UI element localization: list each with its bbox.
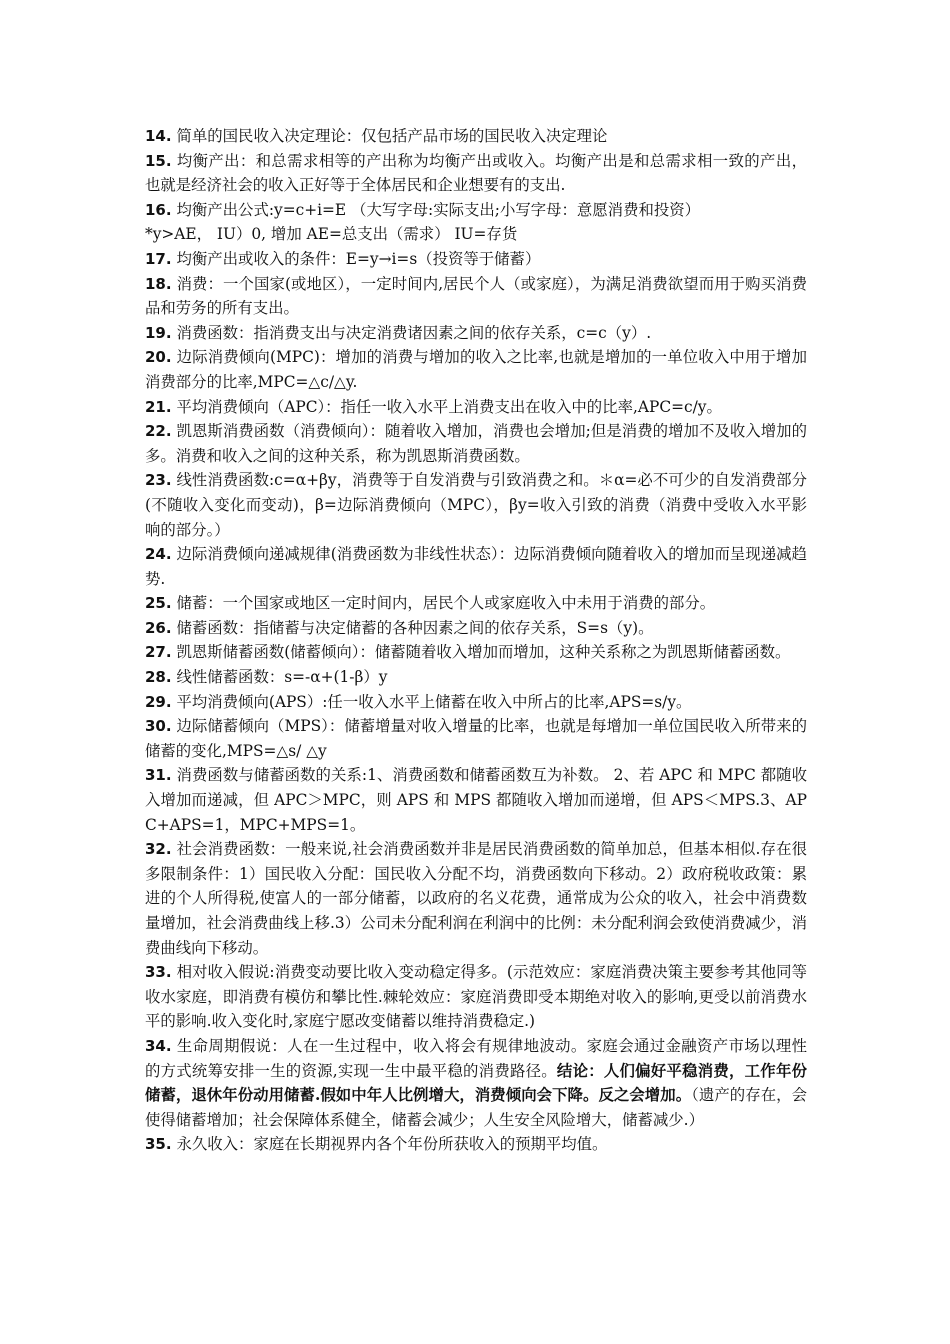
item-26	[145, 616, 807, 641]
item-17	[145, 247, 807, 272]
item-number: 24.	[145, 545, 172, 564]
item-number: 16.	[145, 200, 172, 219]
item-29	[145, 690, 807, 715]
item-22	[145, 419, 807, 468]
item-number: 25.	[145, 594, 172, 613]
item-text: 消费函数与储蓄函数的关系:1、消费函数和储蓄函数互为补数。 2、若 APC 和 MPC 都随收入增加而递减，但 APC＞MPC，则 APS 和 MPS 都随收入增加而递增，但 APS＜MPS.3、APC+APS=1，MPC+MPS=1。	[145, 766, 807, 834]
item-number: 22.	[145, 422, 172, 441]
item-number: 29.	[145, 692, 172, 711]
item-30	[145, 714, 807, 763]
item-text: 平均消费倾向(APS）:任一收入水平上储蓄在收入中所占的比率,APS=s/y。	[176, 692, 692, 711]
item-33	[145, 960, 807, 1034]
item-18	[145, 272, 807, 321]
item-number: 21.	[145, 397, 172, 416]
item-number: 23.	[145, 471, 172, 490]
item-number: 28.	[145, 668, 172, 687]
item-text: 均衡产出或收入的条件：E=y→i=s（投资等于储蓄）	[176, 249, 541, 268]
item-number: 32.	[145, 840, 172, 859]
item-text: 储蓄：一个国家或地区一定时间内，居民个人或家庭收入中未用于消费的部分。	[176, 594, 716, 613]
item-text: 相对收入假说:消费变动要比收入变动稳定得多。(示范效应：家庭消费决策主要参考其他同等收水家庭，即消费有模仿和攀比性.棘轮效应：家庭消费即受本期绝对收入的影响,更受以前消费水平的影响.收入变化时,家庭宁愿改变储蓄以维持消费稳定.)	[145, 963, 807, 1031]
item-28	[145, 665, 807, 690]
item-14	[145, 124, 807, 149]
item-text: 平均消费倾向（APC）：指任一收入水平上消费支出在收入中的比率,APC=c/y。	[176, 397, 722, 416]
item-21	[145, 395, 807, 420]
item-number: 34.	[145, 1036, 172, 1055]
document-body	[145, 124, 807, 1157]
item-20	[145, 345, 807, 394]
item-16	[145, 198, 807, 223]
item-number: 17.	[145, 249, 172, 268]
item-text: 社会消费函数：一般来说,社会消费函数并非是居民消费函数的简单加总，但基本相似.存在很多限制条件：1）国民收入分配：国民收入分配不均，消费函数向下移动。2）政府税收政策：累进的个人所得税,使富人的一部分储蓄，以政府的名义花费，通常成为公众的收入，社会中消费数量增加，社会消费曲线上移.3）公司未分配利润在利润中的比例：未分配利润会致使消费减少，消费曲线向下移动。	[145, 840, 807, 957]
item-number: 31.	[145, 766, 172, 785]
item-text: 储蓄函数：指储蓄与决定储蓄的各种因素之间的依存关系，S=s（y)。	[176, 618, 654, 637]
item-text: 消费：一个国家(或地区），一定时间内,居民个人（或家庭），为满足消费欲望而用于购买消费品和劳务的所有支出。	[145, 274, 807, 318]
item-number: 18.	[145, 274, 172, 293]
item-32	[145, 837, 807, 960]
item-19	[145, 321, 807, 346]
item-34	[145, 1034, 807, 1132]
item-text-tail: （遗产的存在，会使得储蓄增加；社会保障体系健全，储蓄会减少；人生安全风险增大，储蓄减少.）	[145, 1086, 807, 1129]
item-text: 均衡产出公式:y=c+i=E （大写字母:实际支出;小写字母：意愿消费和投资）	[176, 200, 701, 219]
item-text: 生命周期假说：人在一生过程中，收入将会有规律地波动。家庭会通过金融资产市场以理性的方式统筹安排一生的资源,实现一生中最平稳的消费路径。	[145, 1036, 807, 1080]
item-24	[145, 542, 807, 591]
item-number: 14.	[145, 127, 172, 145]
item-text: 消费函数：指消费支出与决定消费诸因素之间的依存关系，c=c（y）.	[176, 323, 652, 342]
item-text: 线性储蓄函数：s=-α+(1-β）y	[176, 668, 388, 687]
item-number: 15.	[145, 151, 172, 170]
item-25	[145, 591, 807, 616]
item-23	[145, 468, 807, 542]
item-text: 简单的国民收入决定理论：仅包括产品市场的国民收入决定理论	[176, 127, 608, 145]
item-31	[145, 763, 807, 837]
item-text: 边际消费倾向递减规律(消费函数为非线性状态）：边际消费倾向随着收入的增加而呈现递减趋势.	[145, 545, 807, 588]
item-text: 永久收入：家庭在长期视界内各个年份所获收入的预期平均值。	[176, 1135, 608, 1154]
item-number: 30.	[145, 717, 172, 736]
item-text: 线性消费函数:c=α+βy，消费等于自发消费与引致消费之和。＊α=必不可少的自发消费部分(不随收入变化而变动)，β=边际消费倾向（MPC），βy=收入引致的消费（消费中受收入水平影响的部分。）	[145, 471, 807, 539]
item-number: 26.	[145, 618, 172, 637]
item-16-note: *y>AE， IU）0, 增加 AE=总支出（需求） IU=存货	[145, 225, 518, 244]
item-number: 33.	[145, 963, 172, 982]
item-text: 边际储蓄倾向（MPS）：储蓄增量对收入增量的比率，也就是每增加一单位国民收入所带来的储蓄的变化,MPS=△s/ △y	[145, 717, 807, 760]
item-number: 19.	[145, 323, 172, 342]
item-27	[145, 640, 807, 665]
item-number: 27.	[145, 643, 172, 662]
item-text: 凯恩斯消费函数（消费倾向）：随着收入增加，消费也会增加;但是消费的增加不及收入增加的多。消费和收入之间的这种关系，称为凯恩斯消费函数。	[145, 422, 807, 465]
item-text: 边际消费倾向(MPC)：增加的消费与增加的收入之比率,也就是增加的一单位收入中用于增加消费部分的比率,MPC=△c/△y.	[145, 348, 807, 391]
item-number: 20.	[145, 348, 172, 367]
item-number: 35.	[145, 1135, 172, 1154]
item-conclusion: 结论：人们偏好平稳消费，工作年份储蓄，退休年份动用储蓄.假如中年人比例增大，消费倾向会下降。反之会增加。	[145, 1061, 807, 1105]
item-text: 凯恩斯储蓄函数(储蓄倾向）：储蓄随着收入增加而增加，这种关系称之为凯恩斯储蓄函数。	[176, 643, 791, 662]
item-35	[145, 1132, 807, 1157]
item-text: 均衡产出：和总需求相等的产出称为均衡产出或收入。均衡产出是和总需求相一致的产出，也就是经济社会的收入正好等于全体居民和企业想要有的支出.	[145, 151, 807, 195]
item-15	[145, 149, 807, 198]
